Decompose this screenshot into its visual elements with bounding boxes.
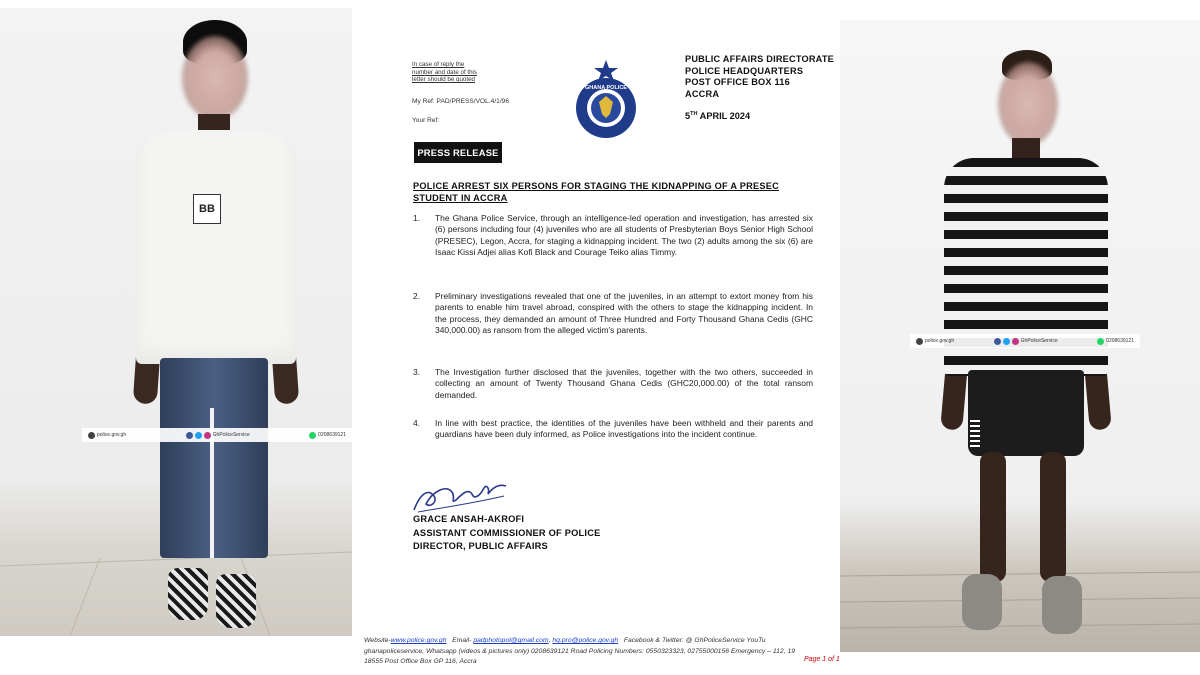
paragraph-4: 4. In line with best practice, the identities of the juveniles have been withheld and their parents and guardians have been duly informed, as Police investigations into the incident continue. [413, 418, 813, 440]
watermark-strip: police.gov.gh GhPoliceService 0208639121 [82, 428, 352, 442]
email-link-2[interactable]: hq.pro@police.gov.gh [552, 637, 619, 644]
your-ref: Your Ref: [412, 117, 440, 124]
suspect-photo-right [840, 20, 1200, 652]
headline: POLICE ARREST SIX PERSONS FOR STAGING THE KIDNAPPING OF A PRESEC STUDENT IN ACCRA [413, 181, 780, 204]
document-footer: Website-www.police.gov.gh Email- padphotopol@gmail.com, hq.pro@police.gov.gh Facebook & Twitter: @ GhPoliceService YouTu ghanapoliceservice, Whatsapp (videos & pictures only) 0208639121 Road Policing Numbers: 0550323323, 02755000156 Emergency – 112, 19 18555 Post Office Box GP 116, Accra [364, 637, 796, 665]
paragraph-3: 3. The Investigation further disclosed that the juveniles, together with the two others, succeeded in collecting an amount of Twenty Thousand Ghana Cedis (GHC20,000.00) of the total ransom demanded. [413, 367, 813, 400]
signatory-block: GRACE ANSAH-AKROFI ASSISTANT COMMISSIONER OF POLICE DIRECTOR, PUBLIC AFFAIRS [413, 514, 601, 551]
left-leg [980, 452, 1006, 582]
email-link-1[interactable]: padphotopol@gmail.com [473, 637, 549, 644]
suspect-photo-left [0, 8, 352, 636]
website-link[interactable]: www.police.gov.gh [390, 637, 447, 644]
slide-right [1042, 576, 1082, 634]
floor-tiles [840, 562, 1200, 652]
my-ref: My Ref: PAD/PRESS/VOL.4/1/96 [412, 98, 509, 105]
black-shorts [968, 370, 1084, 456]
reply-note: In case of reply the number and date of this letter should be quoted [412, 61, 478, 84]
shirt-logo: BB [193, 194, 221, 224]
sandal-left [168, 568, 208, 620]
right-leg [1040, 452, 1066, 582]
slide-left [962, 574, 1002, 630]
crest-text: GHANA POLICE [585, 85, 627, 91]
paragraph-1: 1. The Ghana Police Service, through an intelligence-led operation and investigation, has arrested six (6) persons including four (4) juveniles who are all students of Presbyterian Boys Senior High School (PRESEC), Legon, Accra, for staging a kidnapping incident. The two (2) adults among the six (6) are Isaac Kissi Adjei alias Kofi Black and Courage Teiko alias Timmy. [413, 213, 813, 257]
handwritten-signature [410, 474, 510, 516]
blurred-face [182, 36, 248, 120]
ghana-police-crest-icon [568, 58, 644, 142]
press-release-label: PRESS RELEASE [414, 142, 502, 163]
white-tshirt [136, 130, 296, 364]
directorate-address: PUBLIC AFFAIRS DIRECTORATE POLICE HEADQUARTERS POST OFFICE BOX 116 ACCRA [685, 54, 834, 99]
press-release-document [356, 0, 846, 675]
paragraph-2: 2. Preliminary investigations revealed that one of the juveniles, in an attempt to extort money from his parents to enable him travel abroad, conspired with the others to stage the kidnapping incident. In the process, they demanded an amount of Three Hundred and Forty Thousand Ghana Cedis (GHC 340,000.00) as ransom from the alleged victim's parents. [413, 291, 813, 335]
sandal-right [216, 574, 256, 628]
blurred-face [998, 62, 1058, 146]
watermark-strip: police.gov.gh GhPoliceService 0208639121 [910, 334, 1140, 348]
jeans [160, 358, 268, 558]
page-number: Page 1 of 1 [804, 656, 840, 663]
release-date: 5TH APRIL 2024 [685, 111, 751, 122]
